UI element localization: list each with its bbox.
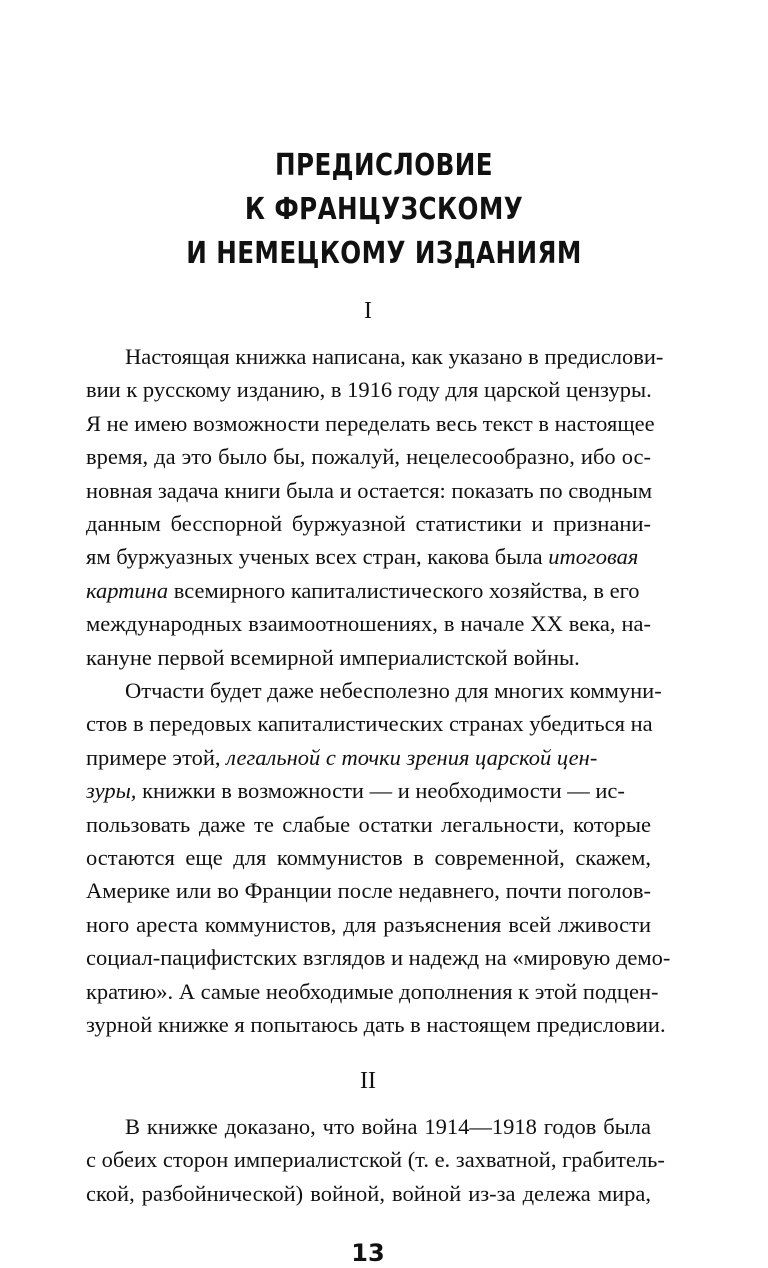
chapter-title-line-1: ПРЕДИСЛОВИЕ <box>275 148 493 183</box>
text-line <box>86 743 651 773</box>
text-line: ской, разбойнической) войной, войной из-за дележа мира, <box>86 1180 651 1206</box>
text-run: книжки в возможности — и необходимости — ис- <box>136 778 625 804</box>
text-line: данным бесспорной буржуазной статистики и признани- <box>86 511 651 536</box>
text-line: остаются еще для коммунистов в современной, скажем, <box>86 845 651 870</box>
section-number-1: I <box>364 298 372 324</box>
text-line: Америке или во Франции после недавнего, почти поголов- <box>86 878 651 904</box>
text-line: кратию». А самые необходимые дополнения к этой подцен- <box>86 978 659 1004</box>
text-line <box>86 776 651 806</box>
text-run: примере этой, <box>86 744 227 770</box>
text-line: зурной книжке я попытаюсь дать в настоящем предисловии. <box>86 1012 666 1037</box>
chapter-title-line-3: И НЕМЕЦКОМУ ИЗДАНИЯМ <box>186 236 582 271</box>
text-run: ям буржуазных ученых всех стран, какова была <box>86 544 549 570</box>
text-line: социал-пацифистских взглядов и надежд на «мировую демо- <box>86 945 671 971</box>
chapter-title-line-2: К ФРАНЦУЗСКОМУ <box>244 192 524 227</box>
text-line: новная задача книги была и остается: показать по сводным <box>86 477 653 503</box>
text-line: стов в передовых капиталистических странах убедиться на <box>86 711 653 737</box>
text-line: пользовать даже те слабые остатки легальности, которые <box>86 811 651 837</box>
italic-text: картина <box>86 577 169 603</box>
text-line: Я не имею возможности переделать весь текст в настоящее <box>86 410 655 436</box>
text-line: Отчасти будет даже небесполезно для многих коммуни- <box>125 678 662 703</box>
section-number-2: II <box>360 1068 376 1094</box>
text-line: кануне первой всемирной империалистской войны. <box>86 644 580 670</box>
page-number: 13 <box>351 1239 385 1268</box>
text-line: с обеих сторон империалистской (т. е. захватной, грабитель- <box>86 1147 665 1173</box>
text-line <box>86 576 651 606</box>
text-line: вии к русскому изданию, в 1916 году для царской цензуры. <box>86 377 652 403</box>
text-line: ного ареста коммунистов, для разъяснения всей лживости <box>86 911 651 937</box>
italic-text: итоговая <box>548 544 639 570</box>
text-line <box>86 542 651 572</box>
text-line: международных взаимоотношениях, в начале XX века, на- <box>86 611 651 637</box>
text-run: всемирного капиталистического хозяйства, в его <box>168 577 640 603</box>
text-line: время, да это было бы, пожалуй, нецелесообразно, ибо ос- <box>86 444 651 470</box>
italic-text: легальной с точки зрения царской цен- <box>226 744 598 770</box>
italic-text: зуры, <box>86 778 137 804</box>
text-line: Настоящая книжка написана, как указано в предислови- <box>125 344 664 369</box>
text-line: В книжке доказано, что война 1914—1918 годов была <box>125 1114 651 1139</box>
